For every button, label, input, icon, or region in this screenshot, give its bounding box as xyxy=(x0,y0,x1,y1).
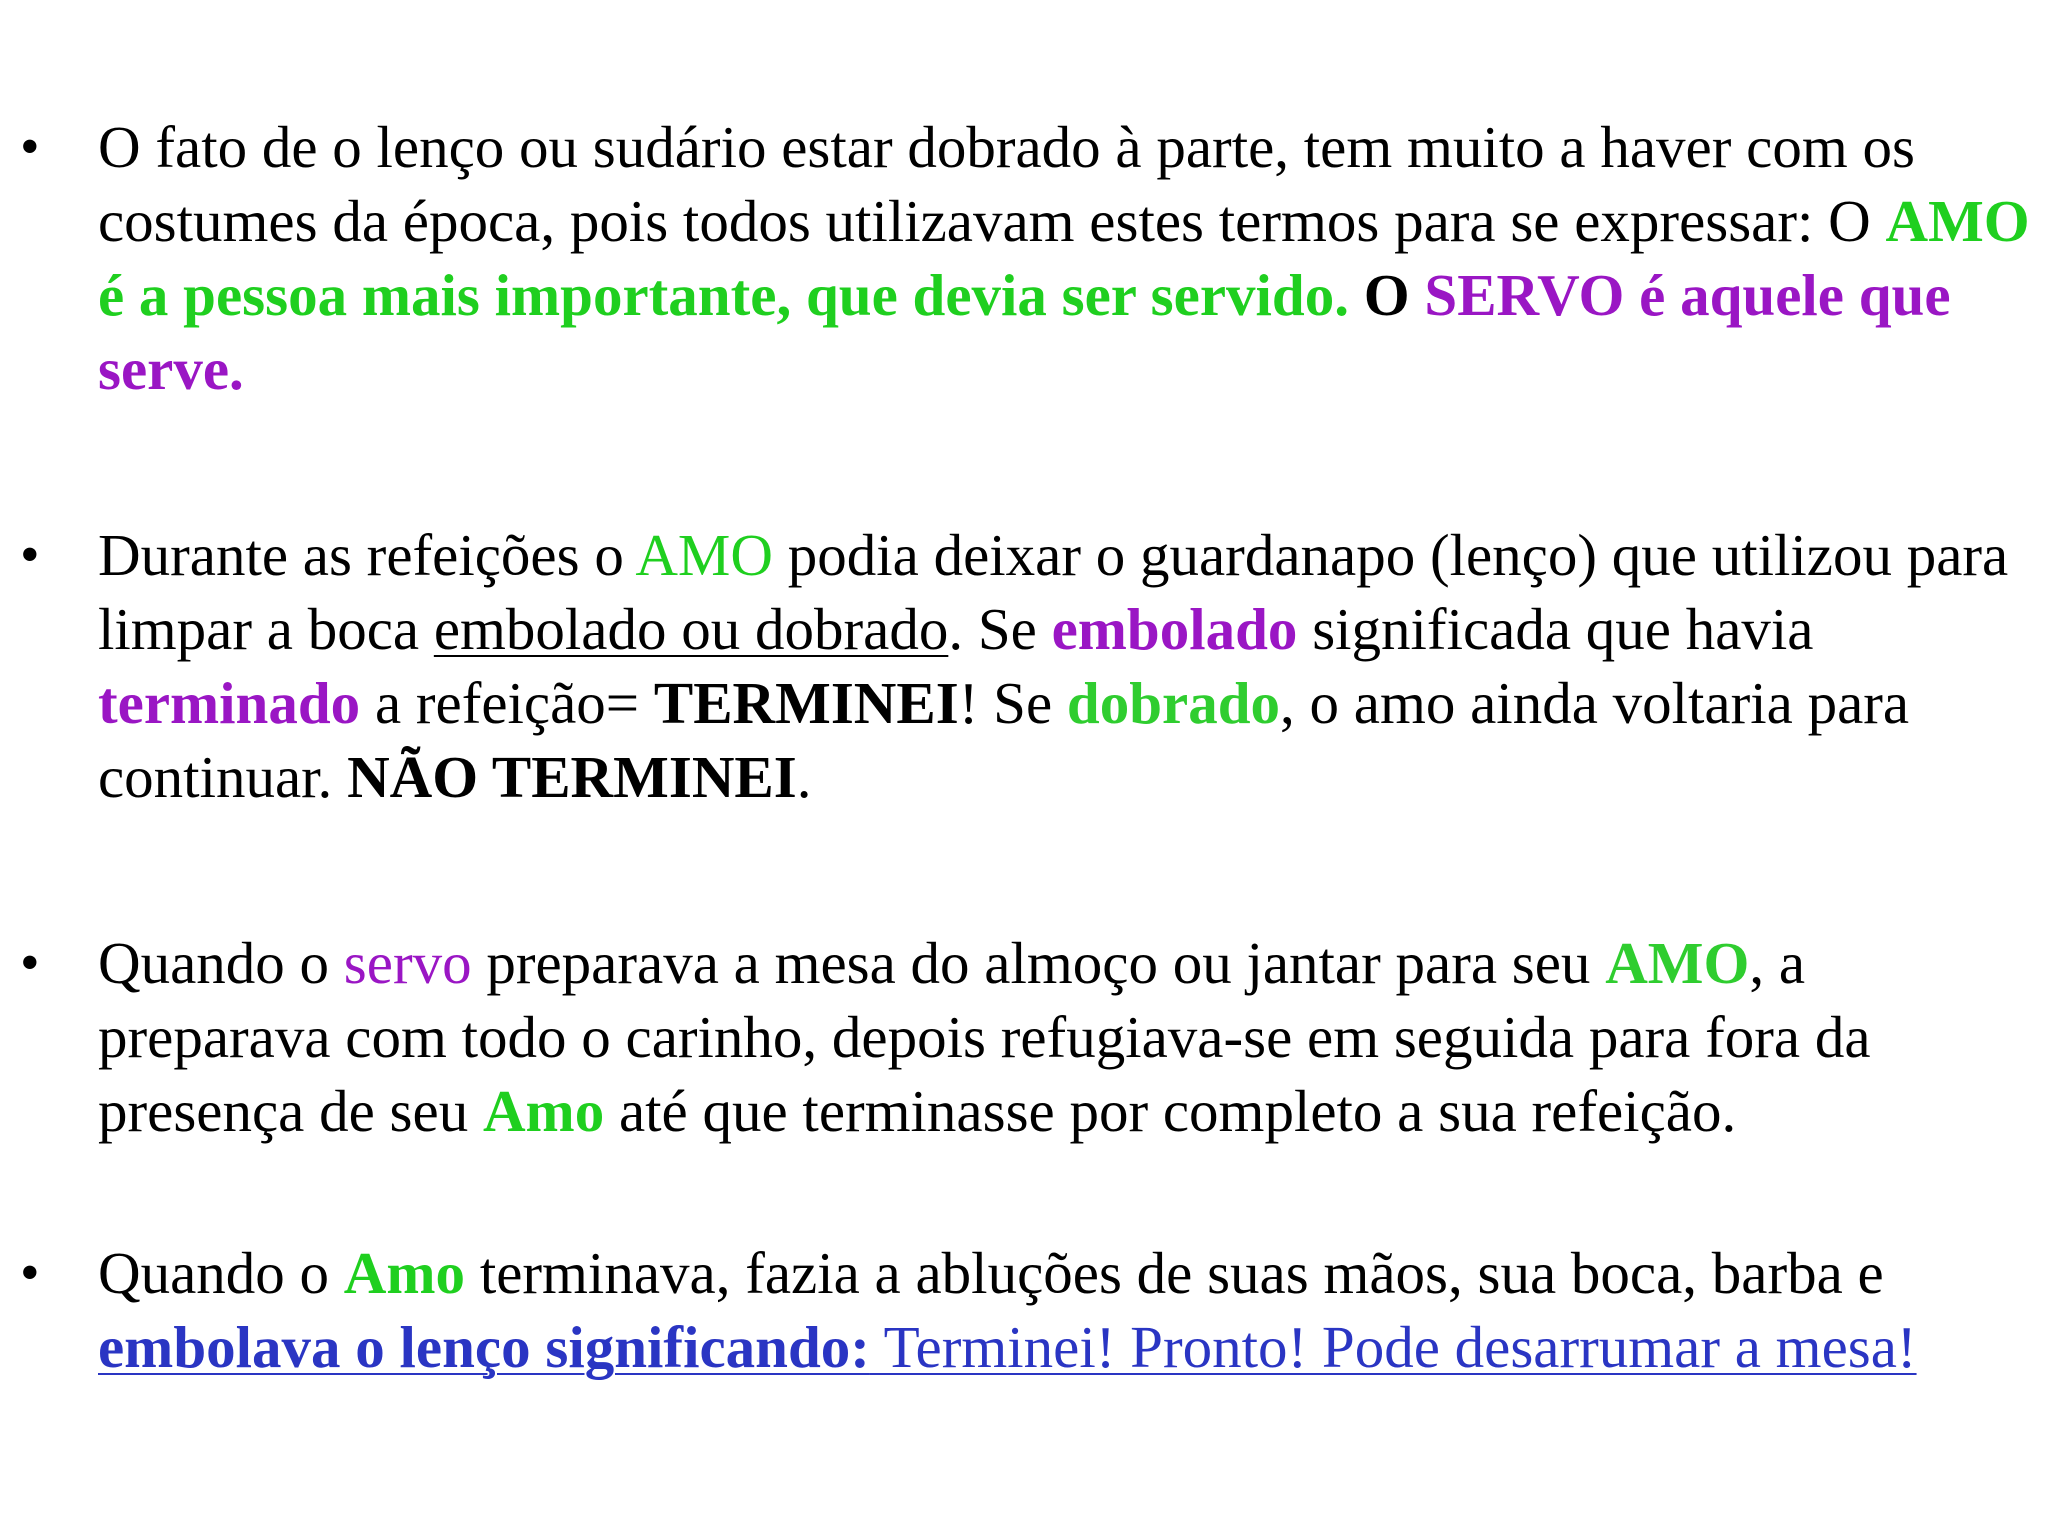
bullet-item-2 xyxy=(20,518,2030,814)
text-run: , a preparava com todo o carinho, depois refugiava-se em seguida para fora da presença de seu xyxy=(98,930,1871,1144)
text-run-underlined: embolado ou dobrado xyxy=(433,596,949,662)
text-run: significada que havia xyxy=(1297,596,1814,662)
text-run-dobrado: dobrado xyxy=(1066,670,1281,736)
bullet-text xyxy=(98,926,2030,1148)
hyperlink-embolava[interactable]: embolava o lenço significando: xyxy=(98,1314,870,1380)
text-run: podia deixar o guardanapo (lenço) que utilizou para limpar a boca xyxy=(98,522,2009,662)
bullet-text xyxy=(98,110,2030,406)
text-run-amo: Amo xyxy=(343,1240,466,1306)
text-run-servo: servo xyxy=(343,930,472,996)
bullet-text xyxy=(98,518,2030,814)
text-run: a refeição= xyxy=(360,670,654,736)
bullet-item-3 xyxy=(20,926,2030,1148)
bullet-item-4 xyxy=(20,1236,2030,1384)
text-run: O xyxy=(1348,262,1425,328)
text-run: Quando o xyxy=(98,930,344,996)
text-run: . Se xyxy=(948,596,1052,662)
text-run-terminado: terminado xyxy=(98,670,361,736)
text-run: ! Se xyxy=(958,670,1067,736)
text-run-amo-definition: AMO é a pessoa mais importante, que devia ser servido. xyxy=(98,188,2030,328)
bullet-marker: • xyxy=(20,932,40,994)
text-run: . xyxy=(796,744,812,810)
text-run: preparava a mesa do almoço ou jantar para seu xyxy=(471,930,1606,996)
text-run-amo: Amo xyxy=(482,1078,605,1144)
bullet-marker: • xyxy=(20,524,40,586)
bullet-text xyxy=(98,1236,2030,1384)
text-run-terminei: TERMINEI xyxy=(653,670,959,736)
text-run-amo: AMO xyxy=(1605,930,1750,996)
text-run-servo-definition: SERVO é aquele que serve. xyxy=(98,262,1951,402)
bullet-item-1 xyxy=(20,110,2030,406)
text-run: até que terminasse por completo a sua refeição. xyxy=(604,1078,1737,1144)
text-run-nao-terminei: NÃO TERMINEI xyxy=(347,744,797,810)
text-run: , o amo ainda voltaria para continuar. xyxy=(98,670,1910,810)
text-run: terminava, fazia a abluções de suas mãos, sua boca, barba e xyxy=(465,1240,1884,1306)
text-run-amo: AMO xyxy=(635,522,773,588)
bullet-marker: • xyxy=(20,1242,40,1304)
text-run: O fato de o lenço ou sudário estar dobrado à parte, tem muito a haver com os costumes da época, pois todos utilizavam estes termos para se expressar: O xyxy=(98,114,1915,254)
hyperlink-terminei[interactable]: Terminei! Pronto! Pode desarrumar a mesa! xyxy=(869,1314,1917,1380)
text-run: Durante as refeições o xyxy=(98,522,636,588)
text-run-embolado: embolado xyxy=(1051,596,1298,662)
bullet-marker: • xyxy=(20,116,40,178)
text-run: Quando o xyxy=(98,1240,344,1306)
